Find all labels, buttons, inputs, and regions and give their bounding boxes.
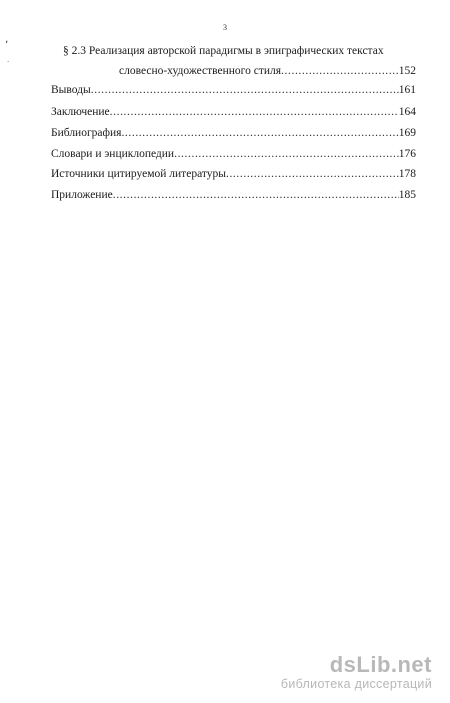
watermark: [281, 653, 432, 691]
toc-entry-page: 178: [398, 168, 416, 180]
toc-entry[interactable]: [51, 188, 416, 202]
toc-leader-dots: [281, 64, 399, 78]
margin-mark: ʼ: [5, 40, 9, 51]
toc-entry[interactable]: [51, 167, 416, 181]
page-number: 3: [223, 23, 227, 32]
toc-entry[interactable]: [51, 83, 416, 97]
toc-entry[interactable]: [51, 126, 416, 140]
toc-entry-label: Библиография: [51, 127, 122, 139]
toc-leader-dots: [226, 167, 399, 181]
toc-entry-page: 164: [398, 106, 416, 118]
toc-section-heading: § 2.3 Реализация авторской парадигмы в эпиграфических текстах: [63, 45, 384, 57]
toc-entry-page: 152: [398, 65, 416, 77]
toc-entry-page: 161: [398, 84, 416, 96]
toc-leader-dots: [91, 83, 399, 97]
toc-entry-label: Выводы: [51, 84, 91, 96]
toc-entry[interactable]: [119, 64, 416, 78]
toc-entry-page: 185: [398, 189, 416, 201]
toc-entry[interactable]: [51, 147, 416, 161]
toc-entry[interactable]: [51, 105, 416, 119]
toc-entry-label: Источники цитируемой литературы: [51, 168, 226, 180]
toc-leader-dots: [110, 105, 399, 119]
toc-leader-dots: [113, 188, 399, 202]
toc-entry-page: 176: [398, 148, 416, 160]
toc-leader-dots: [174, 147, 399, 161]
watermark-logo: dsLib.net: [329, 652, 432, 677]
margin-mark-dot: .: [7, 56, 10, 64]
watermark-subtitle: библиотека диссертаций: [280, 677, 432, 691]
toc-entry-label: Заключение: [51, 106, 110, 118]
toc-entry-page: 169: [398, 127, 416, 139]
toc-entry-label: Приложение: [51, 189, 113, 201]
toc-entry-label: словесно-художественного стиля: [119, 65, 282, 77]
toc-leader-dots: [121, 126, 398, 140]
toc-entry-label: Словари и энциклопедии: [51, 148, 175, 160]
